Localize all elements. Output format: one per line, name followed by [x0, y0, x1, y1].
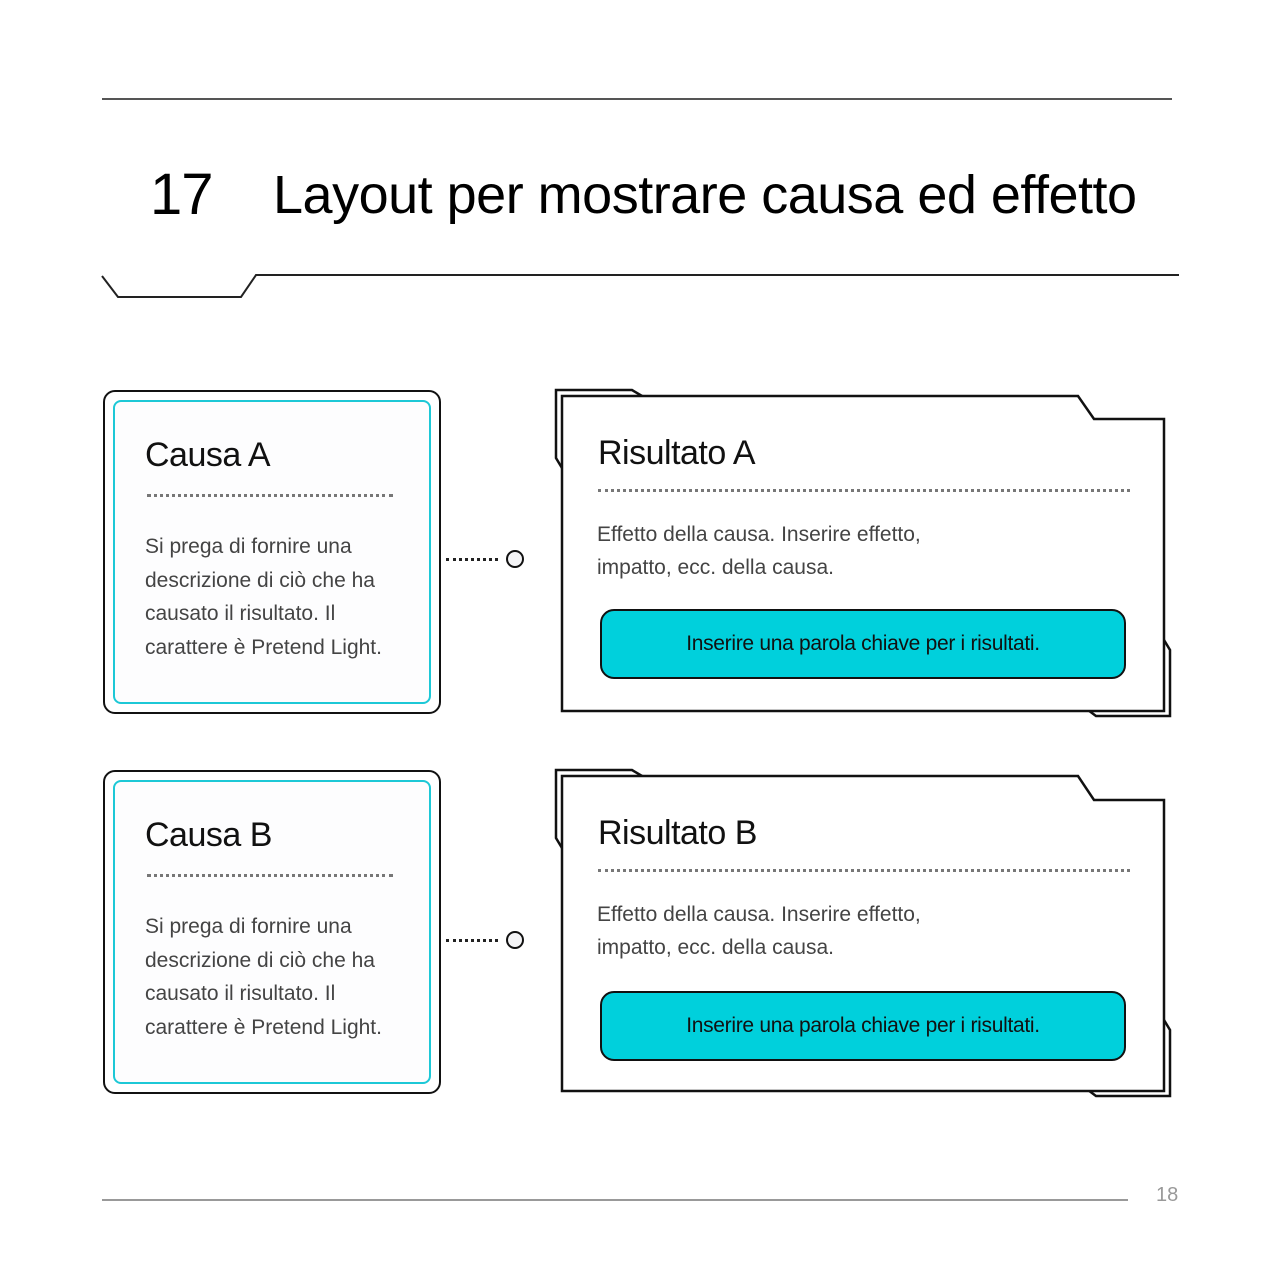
- bottom-divider: [102, 1199, 1128, 1201]
- connector-node-icon: [506, 931, 524, 949]
- cause-description: Si prega di fornire una descrizione di ciò che ha causato il risultato. Il carattere è Pretend Light.: [145, 915, 382, 1039]
- connector-dots: [446, 939, 498, 942]
- result-keyword-button-b[interactable]: Inserire una parola chiave per i risultati.: [600, 991, 1126, 1061]
- result-title: Risultato B: [598, 814, 757, 852]
- section-number: 17: [150, 162, 213, 227]
- result-description-line2: impatto, ecc. della causa.: [597, 556, 834, 579]
- result-keyword-button-a[interactable]: Inserire una parola chiave per i risultati.: [600, 609, 1126, 679]
- page-number: 18: [1156, 1184, 1179, 1206]
- cause-card-b: [103, 770, 441, 1094]
- dotted-divider: [598, 489, 1130, 492]
- cause-title: Causa A: [145, 436, 271, 474]
- page-title: Layout per mostrare causa ed effetto: [273, 165, 1137, 225]
- cause-card-a: [103, 390, 441, 714]
- result-title: Risultato A: [598, 434, 756, 472]
- result-description-line1: Effetto della causa. Inserire effetto,: [597, 903, 921, 926]
- result-description-line2: impatto, ecc. della causa.: [597, 936, 834, 959]
- cause-title: Causa B: [145, 816, 272, 854]
- dotted-divider: [147, 874, 393, 877]
- dotted-divider: [598, 869, 1130, 872]
- cause-description: Si prega di fornire una descrizione di ciò che ha causato il risultato. Il carattere è Pretend Light.: [145, 535, 382, 659]
- cause-card-inner: [113, 780, 431, 1084]
- cause-card-inner: [113, 400, 431, 704]
- dotted-divider: [147, 494, 393, 497]
- connector-node-icon: [506, 550, 524, 568]
- result-description-line1: Effetto della causa. Inserire effetto,: [597, 523, 921, 546]
- connector-dots: [446, 558, 498, 561]
